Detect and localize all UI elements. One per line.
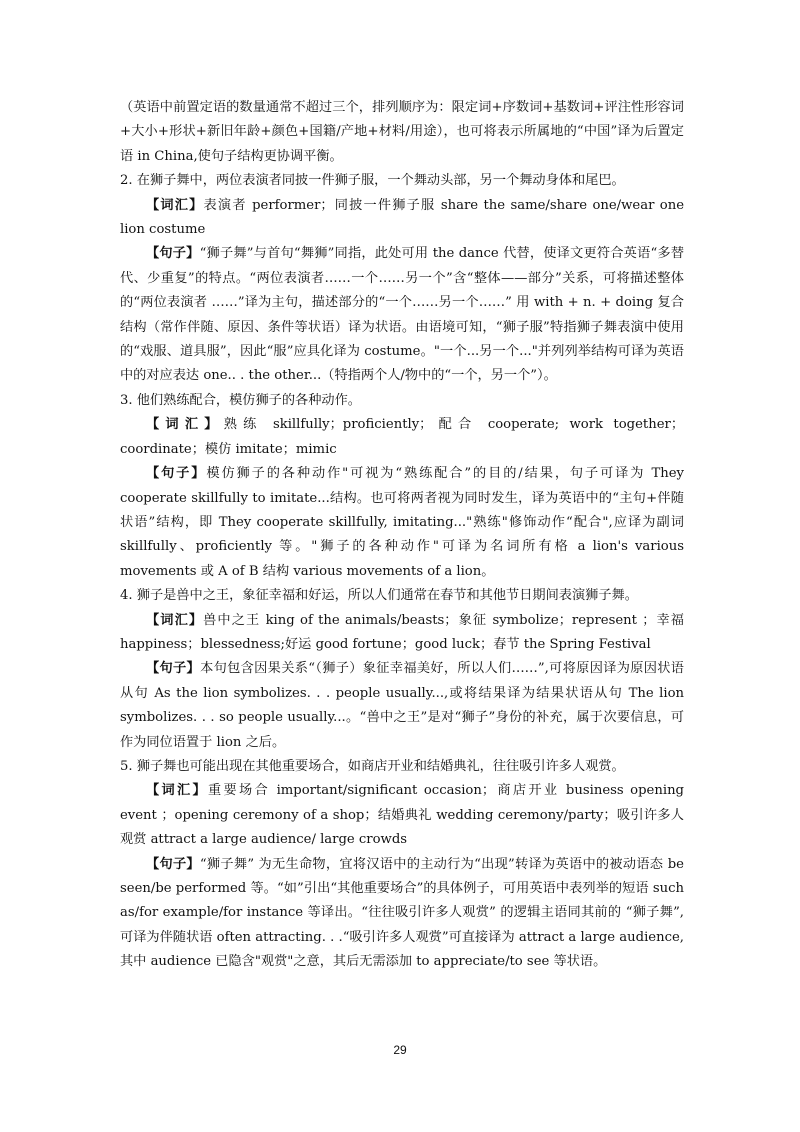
sentence-3-question: [120, 389, 684, 413]
vocabulary-tag: 【词汇】: [146, 783, 209, 799]
page-number: 29: [393, 1043, 407, 1057]
sentence-5-vocabulary: [120, 779, 684, 852]
sentence-3-analysis: [120, 462, 684, 584]
sentence-5-question: [120, 755, 684, 779]
sentence-2-question: [120, 169, 684, 193]
document-body: [120, 96, 684, 975]
paragraph-text: 4. 狮子是兽中之王，象征幸福和好运，所以人们通常在春节和其他节日期间表演狮子舞。: [120, 588, 638, 604]
sentence-2-vocabulary: [120, 194, 684, 243]
paragraph-text: 2. 在狮子舞中，两位表演者同披一件狮子服，一个舞动头部，另一个舞动身体和尾巴。: [120, 173, 625, 189]
sentence-3-vocabulary: [120, 413, 684, 462]
sentence-tag: 【句子】: [146, 856, 200, 872]
vocabulary-tag: 【词汇】: [146, 197, 204, 213]
sentence-4-vocabulary: [120, 609, 684, 658]
paragraph-text: （英语中前置定语的数量通常不超过三个，排列顺序为：限定词+序数词+基数词+评注性形容词+大小+形状+新旧年龄+颜色+国籍/产地+材料/用途），也可将表示所属地的“中国”译为后置定语 in China,使句子结构更协调平衡。: [120, 100, 684, 164]
sentence-tag: 【句子】: [146, 661, 201, 677]
sentence-4-question: [120, 584, 684, 608]
sentence-tag: 【句子】: [146, 246, 200, 262]
paragraph-text: “狮子舞” 为无生命物，宜将汉语中的主动行为“出现”转译为英语中的被动语态 be seen/be performed 等。“如”引出“其他重要场合”的具体例子，可用英语中表列举的短语 such as/for example/for instance 等译出。“往往吸引许多人观赏” 的逻辑主语同其前的 “狮子舞”,可译为伴随状语 often attracting. . .“吸引许多人观赏”可直接译为 attract a large audience, 其中 audience 已隐含"观赏"之意，其后无需添加 to appreciate/to see 等状语。: [120, 856, 684, 970]
sentence-tag: 【句子】: [146, 466, 207, 482]
sentence-4-analysis: [120, 657, 684, 755]
paragraph-text: 熟练 skillfully；proficiently；配合 cooperate; work together；coordinate；模仿 imitate；mimic: [120, 417, 685, 457]
paragraph-text: 模仿狮子的各种动作"可视为“熟练配合”的目的/结果，句子可译为 They cooperate skillfully to imitate...结构。也可将两者视为同时发生，译为英语中的“主句+伴随状语”结构，即 They cooperate skillfully, imitating..."熟练"修饰动作“配合",应译为副词 skillfully、proficiently 等。"狮子的各种动作"可译为名词所有格 a lion's various movements 或 A of B 结构 various movements of a lion。: [120, 466, 684, 579]
paragraph-text: 5. 狮子舞也可能出现在其他重要场合，如商店开业和结婚典礼，往往吸引许多人观赏。: [120, 758, 625, 774]
paragraph-text: 表演者 performer；同披一件狮子服 share the same/share one/wear one lion costume: [120, 197, 685, 238]
sentence-5-analysis: [120, 853, 684, 975]
vocabulary-tag: 【词汇】: [146, 417, 224, 433]
paragraph-text: 兽中之王 king of the animals/beasts；象征 symbolize；represent ；幸福 happiness；blessedness;好运 good fortune；good luck；春节 the Spring Festival: [120, 612, 684, 652]
paragraph-text: “狮子舞”与首句“舞狮”同指，此处可用 the dance 代替，使译文更符合英语“多替代、少重复”的特点。“两位表演者……一个……另一个”含“整体——部分”关系，可将描述整体的“两位表演者 ……”译为主句，描述部分的“一个……另一个……” 用 with + n. + doing 复合结构（常作伴随、原因、条件等状语）译为状语。由语境可知，“狮子服”特指狮子舞表演中使用的“戏服、道具服”，因此“服”应具化译为 costume。"一个...另一个..."并列列举结构可译为英语中的对应表达 one.. . the other...（特指两个人/物中的“一个，另一个”）。: [120, 246, 685, 384]
paragraph-text: 重要场合 important/significant occasion；商店开业 business opening event ；opening ceremony of a shop；结婚典礼 wedding ceremony/party；吸引许多人观赏 attract a large audience/ large crowds: [120, 783, 685, 848]
paragraph-ordering-note: [120, 96, 684, 169]
paragraph-text: 本句包含因果关系“（狮子）象征幸福美好，所以人们……”,可将原因译为原因状语从句 As the lion symbolizes. . . people usually...,或将结果译为结果状语从句 The lion symbolizes. . . so people usually...。“兽中之王”是对“狮子”身份的补充，属于次要信息，可作为同位语置于 lion 之后。: [120, 661, 684, 750]
vocabulary-tag: 【词汇】: [146, 612, 204, 628]
paragraph-text: 3. 他们熟练配合，模仿狮子的各种动作。: [120, 392, 361, 408]
sentence-2-analysis: [120, 242, 684, 388]
